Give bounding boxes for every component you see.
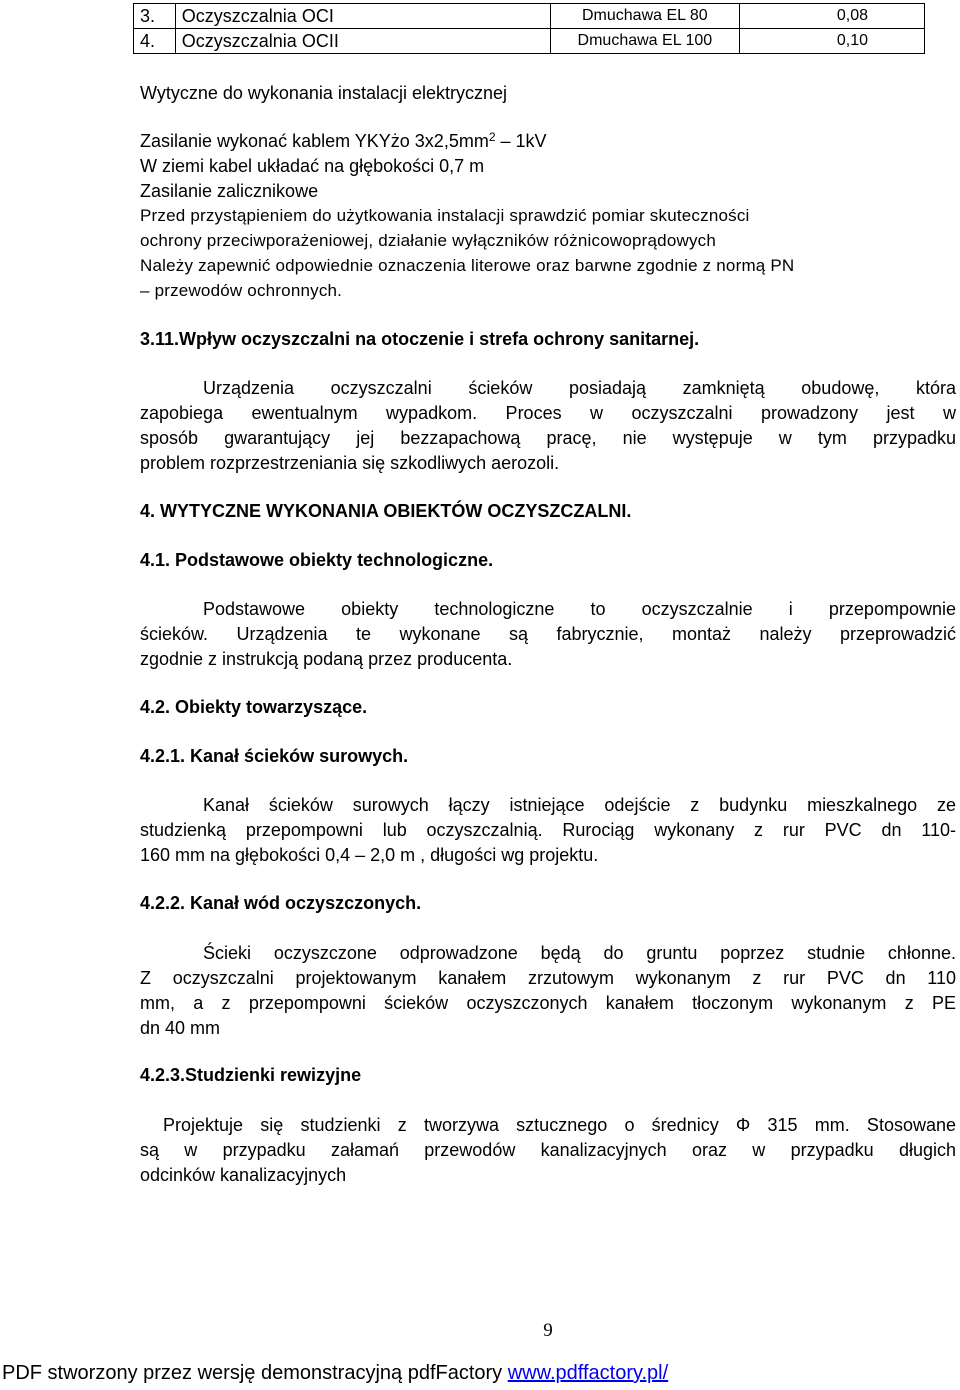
paragraph-line: dn 40 mm xyxy=(140,1018,221,1038)
paragraph-line: Z oczyszczalni projektowanym kanałem zrzutowym wykonanym z rur PVC dn 110 xyxy=(140,968,956,988)
electrical-line: Zasilanie zalicznikowe xyxy=(140,181,319,201)
section-heading: 4.2.1. Kanał ścieków surowych. xyxy=(140,746,409,766)
row-value: 0,10 xyxy=(740,29,925,54)
paragraph-line: mm, a z przepompowni ścieków oczyszczonych kanałem tłoczonym wykonanym z PE xyxy=(140,993,956,1013)
row-device: Dmuchawa EL 100 xyxy=(550,29,739,54)
electrical-line1-post: – 1kV xyxy=(495,131,547,151)
section-heading: 4.2.3.Studzienki rewizyjne xyxy=(140,1065,362,1085)
paragraph-line: Kanał ścieków surowych łączy istniejące odejście z budynku mieszkalnego ze xyxy=(203,795,956,815)
row-number: 4. xyxy=(134,29,176,54)
paragraph-line: odcinków kanalizacyjnych xyxy=(140,1165,347,1185)
paragraph-line: sposób gwarantujący jej bezzapachową pracę, nie występuje w tym przypadku xyxy=(140,428,956,448)
electrical-line: Należy zapewnić odpowiednie oznaczenia literowe oraz barwne zgodnie z normą PN xyxy=(140,256,795,275)
pdf-footer xyxy=(2,1362,668,1385)
electrical-line xyxy=(140,129,547,153)
paragraph-line: Ścieki oczyszczone odprowadzone będą do gruntu poprzez studnie chłonne. xyxy=(203,943,956,963)
electrical-line1-pre: Zasilanie wykonać kablem YKYżo 3x2,5mm xyxy=(140,131,489,151)
paragraph-line: są w przypadku załamań przewodów kanalizacyjnych oraz w przypadku długich xyxy=(140,1140,956,1160)
electrical-title: Wytyczne do wykonania instalacji elektrycznej xyxy=(140,83,507,103)
paragraph-line: Podstawowe obiekty technologiczne to oczyszczalnie i przepompownie xyxy=(203,599,956,619)
paragraph-line: Urządzenia oczyszczalni ścieków posiadają zamkniętą obudowę, która xyxy=(203,378,956,398)
paragraph-line: zapobiega ewentualnym wypadkom. Proces w oczyszczalni prowadzony jest w xyxy=(140,403,956,423)
section-heading: 4.1. Podstawowe obiekty technologiczne. xyxy=(140,550,494,570)
section-heading: 4.2. Obiekty towarzyszące. xyxy=(140,697,368,717)
footer-text: PDF stworzony przez wersję demonstracyjną pdfFactory xyxy=(2,1362,508,1384)
row-name: Oczyszczalnia OCI xyxy=(175,4,550,29)
section-heading: 3.11.Wpływ oczyszczalni na otoczenie i strefa ochrony sanitarnej. xyxy=(140,329,700,349)
section-heading: 4. WYTYCZNE WYKONANIA OBIEKTÓW OCZYSZCZALNI. xyxy=(140,501,632,521)
footer-link[interactable]: www.pdffactory.pl/ xyxy=(507,1362,669,1384)
page-number: 9 xyxy=(543,1320,553,1341)
electrical-line: W ziemi kabel układać na głębokości 0,7 m xyxy=(140,156,485,176)
row-number: 3. xyxy=(134,4,176,29)
paragraph-line: problem rozprzestrzeniania się szkodliwych aerozoli. xyxy=(140,453,560,473)
paragraph-line: 160 mm na głębokości 0,4 – 2,0 m , długości wg projektu. xyxy=(140,845,599,865)
paragraph-line: Projektuje się studzienki z tworzywa sztucznego o średnicy Φ 315 mm. Stosowane xyxy=(163,1115,956,1135)
superscript: 2 xyxy=(488,130,496,144)
paragraph-line: zgodnie z instrukcją podaną przez producenta. xyxy=(140,649,513,669)
paragraph-line: studzienką przepompowni lub oczyszczalnią. Rurociąg wykonany z rur PVC dn 110- xyxy=(140,820,956,840)
paragraph-line: ścieków. Urządzenia te wykonane są fabrycznie, montaż należy przeprowadzić xyxy=(140,624,956,644)
table-row xyxy=(134,4,925,29)
table-row xyxy=(134,29,925,54)
electrical-line: Przed przystąpieniem do użytkowania instalacji sprawdzić pomiar skuteczności xyxy=(140,206,750,225)
electrical-line: ochrony przeciwporażeniowej, działanie wyłączników różnicowoprądowych xyxy=(140,231,717,250)
section-heading: 4.2.2. Kanał wód oczyszczonych. xyxy=(140,893,422,913)
row-value: 0,08 xyxy=(740,4,925,29)
row-name: Oczyszczalnia OCII xyxy=(175,29,550,54)
electrical-line: – przewodów ochronnych. xyxy=(140,281,343,300)
row-device: Dmuchawa EL 80 xyxy=(550,4,739,29)
equipment-table xyxy=(133,3,925,54)
